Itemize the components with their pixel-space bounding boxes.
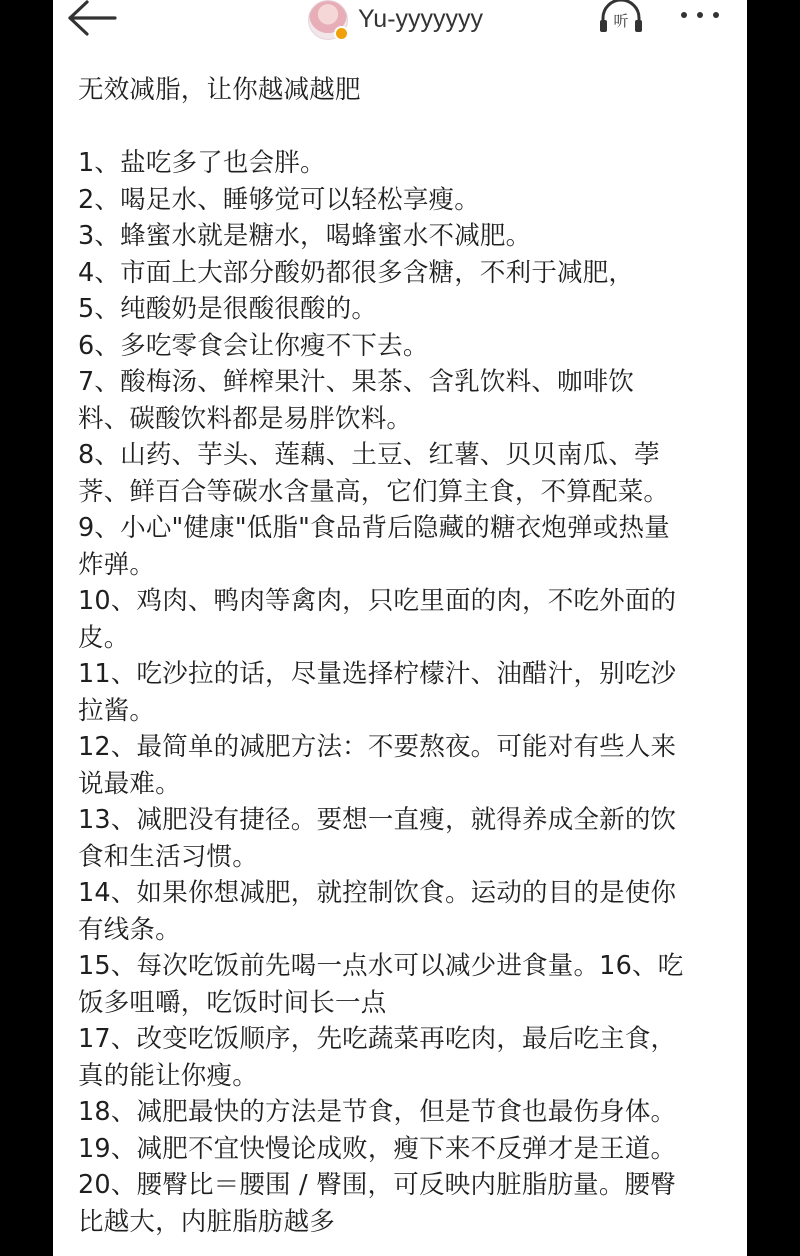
post-line: 18、减肥最快的方法是节食，但是节食也最伤身体。	[78, 1097, 677, 1127]
post-line: 真的能让你瘦。	[78, 1060, 258, 1091]
top-navigation-bar	[53, 0, 747, 48]
post-line: 3、蜂蜜水就是糖水，喝蜂蜜水不减肥。	[78, 221, 532, 251]
post-line: 4、市面上大部分酸奶都很多含糖，不利于减肥，	[78, 257, 635, 288]
headphones-icon	[598, 0, 644, 34]
post-line: 炸弹。	[78, 549, 156, 580]
post-line: 12、最简单的减肥方法：不要熬夜。可能对有些人来	[78, 732, 677, 762]
username[interactable]: Yu-yyyyyyy	[358, 5, 484, 33]
more-dots-icon	[677, 4, 723, 26]
post-line: 荠、鲜百合等碳水含量高，它们算主食，不算配菜。	[78, 476, 670, 507]
post-line: 19、减肥不宜快慢论成败，瘦下来不反弹才是王道。	[78, 1133, 677, 1164]
post-line: 说最难。	[78, 768, 181, 799]
more-options-button[interactable]	[677, 4, 723, 26]
post-line: 食和生活习惯。	[78, 841, 258, 872]
post-line: 8、山药、芋头、莲藕、土豆、红薯、贝贝南瓜、荸	[78, 440, 660, 470]
phone-screen	[53, 0, 747, 1256]
post-line: 5、纯酸奶是很酸很酸的。	[78, 294, 378, 324]
verified-badge-icon	[334, 26, 349, 41]
post-line: 7、酸梅汤、鲜榨果汁、果茶、含乳饮料、咖啡饮	[78, 367, 635, 397]
post-line: 20、腰臀比＝腰围 / 臀围，可反映内脏脂肪量。腰臀	[78, 1170, 676, 1200]
post-line: 15、每次吃饭前先喝一点水可以减少进食量。16、吃	[78, 951, 684, 981]
post-line: 料、碳酸饮料都是易胖饮料。	[78, 403, 413, 434]
post-line: 6、多吃零食会让你瘦不下去。	[78, 330, 429, 361]
post-line: 10、鸡肉、鸭肉等禽肉，只吃里面的肉，不吃外面的	[78, 586, 677, 616]
post-line: 14、如果你想减肥，就控制饮食。运动的目的是使你	[78, 878, 677, 908]
post-content	[78, 72, 728, 1240]
post-line: 17、改变吃饭顺序，先吃蔬菜再吃肉，最后吃主食，	[78, 1024, 677, 1054]
post-line: 皮。	[78, 622, 130, 653]
back-button[interactable]	[65, 0, 121, 42]
post-line: 拉酱。	[78, 695, 156, 726]
post-line: 13、减肥没有捷径。要想一直瘦，就得养成全新的饮	[78, 805, 677, 835]
post-line: 1、盐吃多了也会胖。	[78, 148, 326, 178]
post-line: 9、小心"健康"低脂"食品背后隐藏的糖衣炮弹或热量	[78, 513, 670, 543]
listen-label: 听	[613, 12, 629, 30]
listen-button[interactable]	[598, 0, 644, 34]
post-title: 无效减脂，让你越减越肥	[78, 75, 361, 105]
post-line: 2、喝足水、睡够觉可以轻松享瘦。	[78, 184, 480, 215]
post-line: 饭多咀嚼，吃饭时间长一点	[78, 987, 387, 1018]
post-line: 有线条。	[78, 914, 181, 945]
post-line: 比越大，内脏脂肪越多	[78, 1206, 336, 1237]
post-line: 11、吃沙拉的话，尽量选择柠檬汁、油醋汁，别吃沙	[78, 659, 677, 689]
arrow-left-icon	[65, 0, 121, 42]
